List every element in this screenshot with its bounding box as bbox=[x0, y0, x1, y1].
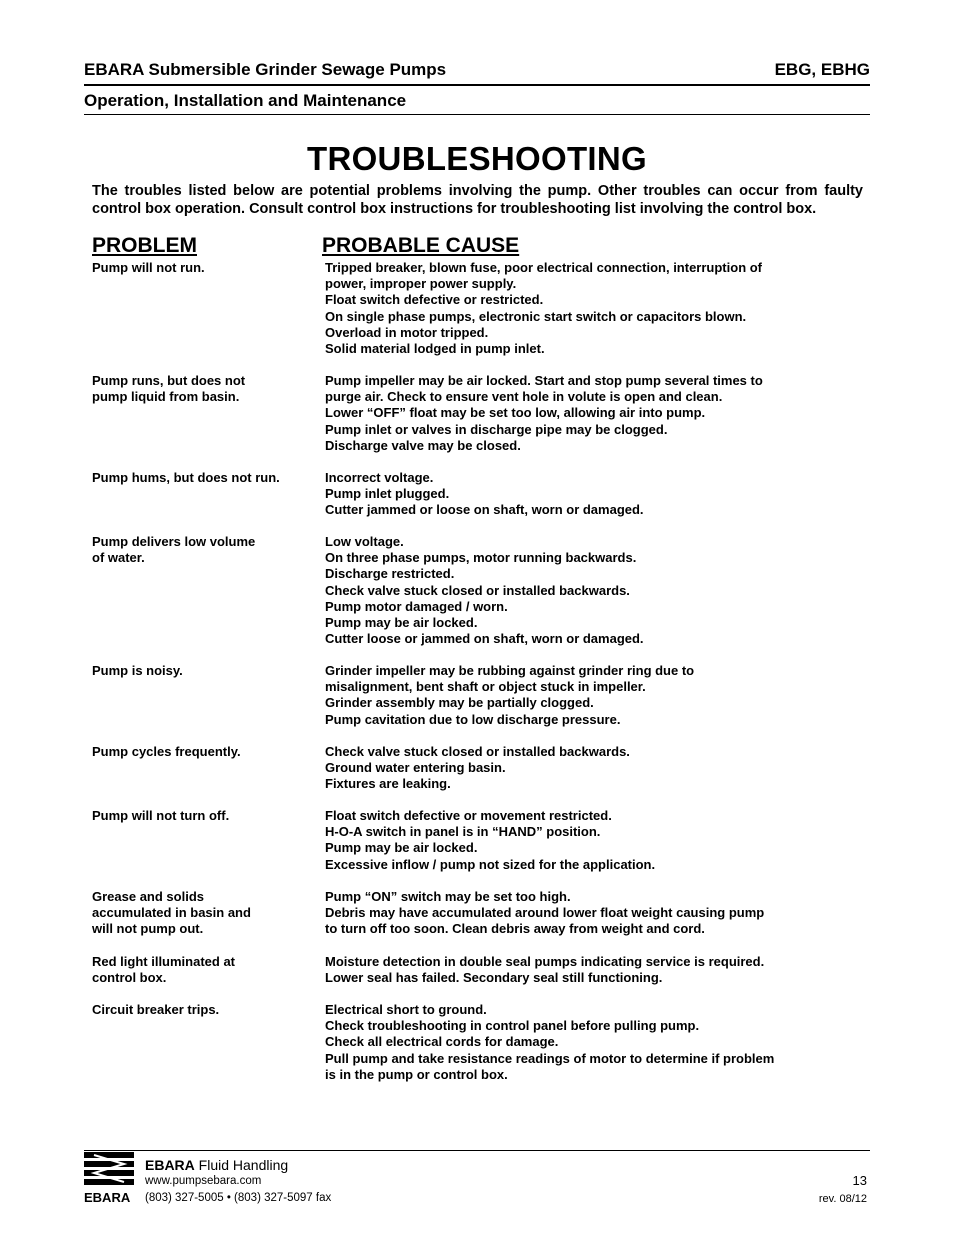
cause-cell bbox=[325, 744, 865, 793]
cause-cell bbox=[325, 889, 865, 938]
problem-line: pump liquid from basin. bbox=[92, 389, 240, 405]
cause-cell bbox=[325, 1002, 865, 1083]
cause-line: Pump “ON” switch may be set too high. bbox=[325, 889, 571, 904]
footer-rule bbox=[84, 1150, 870, 1151]
cause-line: Debris may have accumulated around lower float weight causing pump bbox=[325, 905, 765, 921]
problem-cell bbox=[92, 954, 320, 986]
cause-line: On single phase pumps, electronic start switch or capacitors blown. bbox=[325, 308, 747, 324]
cause-cell bbox=[325, 954, 865, 986]
cause-line: Pull pump and take resistance readings of motor to determine if problem bbox=[325, 1050, 775, 1066]
footer-company: EBARA Fluid Handling bbox=[145, 1157, 289, 1173]
header-row bbox=[84, 60, 870, 80]
problem-cell bbox=[92, 1002, 320, 1018]
problem-line: control box. bbox=[92, 970, 167, 986]
cause-line: Excessive inflow / pump not sized for the application. bbox=[325, 856, 656, 872]
cause-cell bbox=[325, 534, 865, 647]
page-title: TROUBLESHOOTING bbox=[307, 140, 647, 177]
cause-line: Cutter loose or jammed on shaft, worn or damaged. bbox=[325, 631, 644, 647]
cause-line: Discharge valve may be closed. bbox=[325, 437, 521, 453]
problem-line: Pump runs, but does not bbox=[92, 373, 246, 388]
cause-line: Pump cavitation due to low discharge pressure. bbox=[325, 711, 621, 727]
cause-cell bbox=[325, 470, 865, 519]
problem-line: Pump hums, but does not run. bbox=[92, 470, 280, 485]
page-number: 13 bbox=[852, 1173, 867, 1188]
problem-line: Circuit breaker trips. bbox=[92, 1002, 220, 1017]
cause-line: Float switch defective or restricted. bbox=[325, 292, 544, 308]
cause-line: Pump may be air locked. bbox=[325, 840, 478, 856]
svg-text:EBARA: EBARA bbox=[84, 1190, 131, 1205]
model-numbers: EBG, EBHG bbox=[774, 60, 870, 79]
problem-column-heading: PROBLEM bbox=[92, 234, 197, 257]
cause-line: power, improper power supply. bbox=[325, 276, 517, 292]
problem-line: Pump will not turn off. bbox=[92, 808, 230, 823]
cause-line: Incorrect voltage. bbox=[325, 470, 434, 485]
cause-line: to turn off too soon. Clean debris away from weight and cord. bbox=[325, 921, 705, 937]
cause-line: misalignment, bent shaft or object stuck in impeller. bbox=[325, 679, 646, 695]
cause-cell bbox=[325, 260, 865, 357]
problem-line: Red light illuminated at bbox=[92, 954, 236, 969]
cause-line: Pump inlet or valves in discharge pipe may be clogged. bbox=[325, 421, 668, 437]
cause-line: Float switch defective or movement restricted. bbox=[325, 808, 612, 823]
document-subtitle: Operation, Installation and Maintenance bbox=[84, 91, 407, 110]
cause-line: Check valve stuck closed or installed backwards. bbox=[325, 744, 630, 759]
problem-cell bbox=[92, 808, 320, 824]
cause-line: Pump motor damaged / worn. bbox=[325, 598, 508, 614]
cause-line: On three phase pumps, motor running backwards. bbox=[325, 550, 637, 566]
subheader-row bbox=[84, 91, 870, 111]
cause-line: Pump inlet plugged. bbox=[325, 486, 450, 502]
problem-line: Pump will not run. bbox=[92, 260, 205, 275]
cause-line: purge air. Check to ensure vent hole in volute is open and clean. bbox=[325, 389, 723, 405]
cause-line: Moisture detection in double seal pumps indicating service is required. bbox=[325, 954, 765, 969]
cause-line: Check all electrical cords for damage. bbox=[325, 1034, 559, 1050]
problem-cell bbox=[92, 534, 320, 566]
cause-line: Tripped breaker, blown fuse, poor electrical connection, interruption of bbox=[325, 260, 763, 275]
cause-line: Fixtures are leaking. bbox=[325, 776, 451, 792]
problem-cell bbox=[92, 663, 320, 679]
cause-line: Solid material lodged in pump inlet. bbox=[325, 341, 545, 357]
problem-line: of water. bbox=[92, 550, 145, 566]
problem-line: will not pump out. bbox=[92, 921, 204, 937]
cause-line: Cutter jammed or loose on shaft, worn or damaged. bbox=[325, 502, 644, 518]
cause-column-heading: PROBABLE CAUSE bbox=[322, 234, 520, 257]
cause-line: Lower “OFF” float may be set too low, allowing air into pump. bbox=[325, 405, 706, 421]
cause-line: Discharge restricted. bbox=[325, 566, 455, 582]
ebara-logo bbox=[84, 1152, 134, 1206]
problem-cell bbox=[92, 470, 320, 486]
problem-cell bbox=[92, 260, 320, 276]
problem-line: Pump delivers low volume bbox=[92, 534, 256, 549]
cause-line: Check valve stuck closed or installed backwards. bbox=[325, 582, 630, 598]
problem-line: Pump cycles frequently. bbox=[92, 744, 241, 759]
intro-paragraph: The troubles listed below are potential problems involving the pump. Other troubles can occur from faulty control box operation. Consult control box instructions for troubleshooting list involving the control box. bbox=[92, 183, 863, 217]
cause-line: Grinder impeller may be rubbing against grinder ring due to bbox=[325, 663, 695, 678]
footer-website[interactable]: www.pumpsebara.com bbox=[145, 1175, 262, 1187]
cause-line: Pump impeller may be air locked. Start and stop pump several times to bbox=[325, 373, 763, 388]
cause-line: Low voltage. bbox=[325, 534, 404, 549]
problem-line: accumulated in basin and bbox=[92, 905, 251, 921]
problem-line: Pump is noisy. bbox=[92, 663, 183, 678]
cause-cell bbox=[325, 663, 865, 728]
cause-line: Ground water entering basin. bbox=[325, 760, 506, 776]
footer-phone: (803) 327-5005 • (803) 327-5097 fax bbox=[145, 1192, 332, 1204]
problem-line: Grease and solids bbox=[92, 889, 204, 904]
document-title: EBARA Submersible Grinder Sewage Pumps bbox=[84, 60, 447, 79]
cause-line: Lower seal has failed. Secondary seal still functioning. bbox=[325, 970, 663, 986]
cause-line: Pump may be air locked. bbox=[325, 615, 478, 631]
cause-line: Grinder assembly may be partially clogged. bbox=[325, 695, 594, 711]
cause-line: Check troubleshooting in control panel before pulling pump. bbox=[325, 1018, 700, 1034]
problem-cell bbox=[92, 373, 320, 405]
cause-line: H-O-A switch in panel is in “HAND” position. bbox=[325, 824, 601, 840]
cause-line: Overload in motor tripped. bbox=[325, 324, 489, 340]
subheader-rule bbox=[84, 114, 870, 115]
cause-cell bbox=[325, 373, 865, 454]
header-rule bbox=[84, 84, 870, 86]
problem-cell bbox=[92, 889, 320, 938]
problem-cell bbox=[92, 744, 320, 760]
cause-line: is in the pump or control box. bbox=[325, 1066, 508, 1082]
revision-date: rev. 08/12 bbox=[818, 1193, 867, 1205]
cause-line: Electrical short to ground. bbox=[325, 1002, 487, 1017]
cause-cell bbox=[325, 808, 865, 873]
